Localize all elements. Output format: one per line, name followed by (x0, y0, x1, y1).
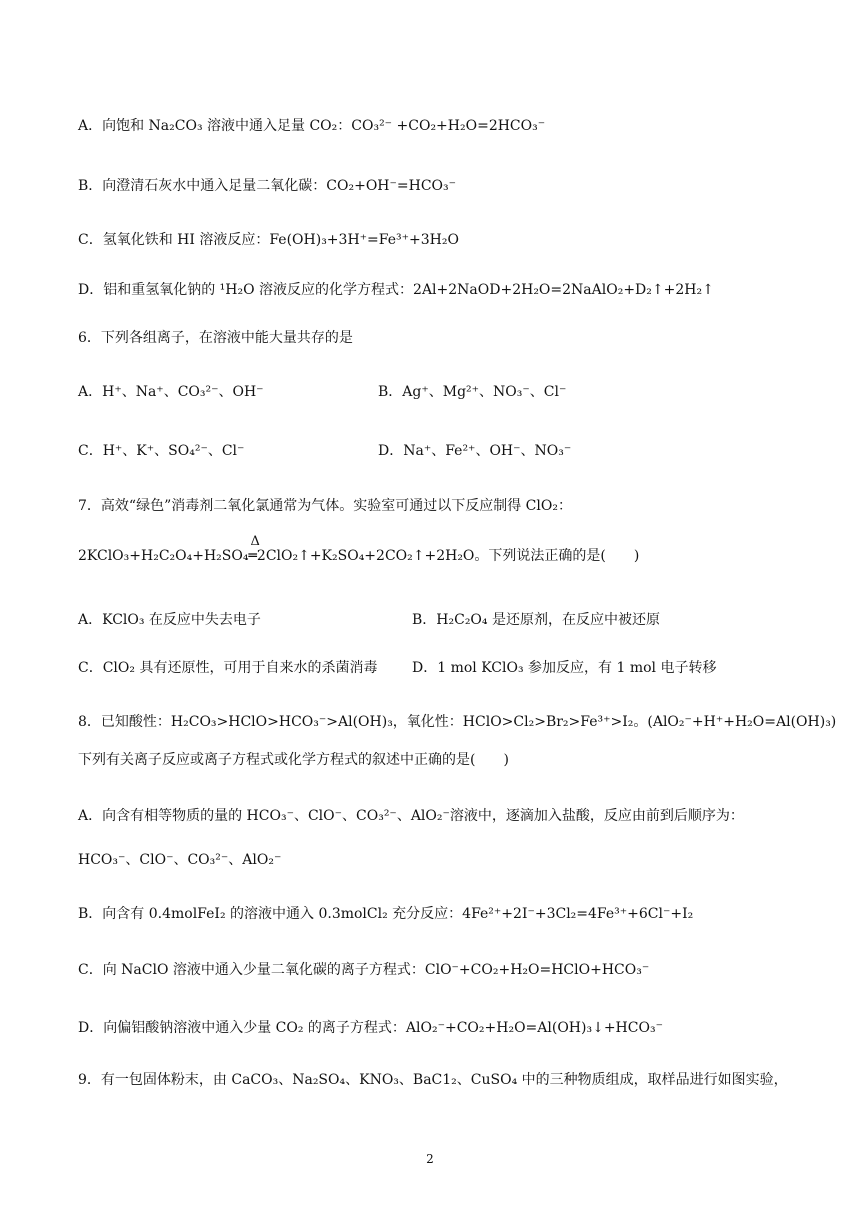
q7-equation (78, 534, 640, 566)
q6-option-c: C．H⁺、K⁺、SO₄²⁻、Cl⁻ (78, 443, 245, 459)
q5-option-c: C．氢氧化铁和 HI 溶液反应：Fe(OH)₃+3H⁺=Fe³⁺+3H₂O (78, 232, 459, 248)
q7-option-a: A．KClO₃ 在反应中失去电子 (78, 612, 261, 628)
q5-option-d: D．铝和重氢氧化钠的 ¹H₂O 溶液反应的化学方程式：2Al+2NaOD+2H₂O=2NaAlO₂+D₂↑+2H₂↑ (78, 282, 714, 298)
q8-stem-line2: 下列有关离子反应或离子方程式或化学方程式的叙述中正确的是( ) (78, 752, 509, 768)
q7-equation-left: 2KClO₃+H₂C₂O₄+H₂SO₄ (78, 548, 249, 564)
q8-option-c: C．向 NaClO 溶液中通入少量二氧化碳的离子方程式：ClO⁻+CO₂+H₂O=HClO+HCO₃⁻ (78, 962, 650, 978)
q7-equation-sign: ═ (248, 548, 257, 564)
q7-stem: 7．高效“绿色”消毒剂二氧化氯通常为气体。实验室可通过以下反应制得 ClO₂： (78, 498, 572, 514)
q9-stem: 9．有一包固体粉末，由 CaCO₃、Na₂SO₄、KNO₃、BaC1₂、CuSO₄ 中的三种物质组成，取样品进行如图实验， (78, 1072, 788, 1088)
q8-option-b: B．向含有 0.4molFeI₂ 的溶液中通入 0.3molCl₂ 充分反应：4Fe²⁺+2I⁻+3Cl₂=4Fe³⁺+6Cl⁻+I₂ (78, 906, 694, 922)
q8-option-a-line1: A．向含有相等物质的量的 HCO₃⁻、ClO⁻、CO₃²⁻、AlO₂⁻溶液中，逐滴加入盐酸，反应由前到后顺序为： (78, 808, 744, 824)
q6-option-a: A．H⁺、Na⁺、CO₃²⁻、OH⁻ (78, 384, 264, 400)
page-number: 2 (426, 1152, 434, 1166)
q7-option-c: C．ClO₂ 具有还原性，可用于自来水的杀菌消毒 (78, 660, 378, 676)
q6-stem: 6．下列各组离子，在溶液中能大量共存的是 (78, 330, 353, 346)
q7-equation-right: 2ClO₂↑+K₂SO₄+2CO₂↑+2H₂O。下列说法正确的是( ) (256, 548, 640, 564)
q6-option-b: B．Ag⁺、Mg²⁺、NO₃⁻、Cl⁻ (378, 384, 567, 400)
q5-option-b: B．向澄清石灰水中通入足量二氧化碳：CO₂+OH⁻=HCO₃⁻ (78, 178, 457, 194)
q7-option-d: D．1 mol KClO₃ 参加反应，有 1 mol 电子转移 (412, 660, 717, 676)
q7-equation-sign-wrap (248, 534, 260, 566)
heat-condition: Δ (250, 534, 260, 549)
q8-option-a-line2: HCO₃⁻、ClO⁻、CO₃²⁻、AlO₂⁻ (78, 852, 282, 868)
q8-option-d: D．向偏铝酸钠溶液中通入少量 CO₂ 的离子方程式：AlO₂⁻+CO₂+H₂O=Al(OH)₃↓+HCO₃⁻ (78, 1020, 663, 1036)
q7-option-b: B．H₂C₂O₄ 是还原剂，在反应中被还原 (412, 612, 660, 628)
q8-stem-line1: 8．已知酸性：H₂CO₃>HClO>HCO₃⁻>Al(OH)₃，氧化性：HClO>Cl₂>Br₂>Fe³⁺>I₂。(AlO₂⁻+H⁺+H₂O=Al(OH)₃) (78, 714, 837, 730)
q5-option-a: A．向饱和 Na₂CO₃ 溶液中通入足量 CO₂：CO₃²⁻ +CO₂+H₂O=2HCO₃⁻ (78, 118, 546, 134)
q6-option-d: D．Na⁺、Fe²⁺、OH⁻、NO₃⁻ (378, 443, 572, 459)
